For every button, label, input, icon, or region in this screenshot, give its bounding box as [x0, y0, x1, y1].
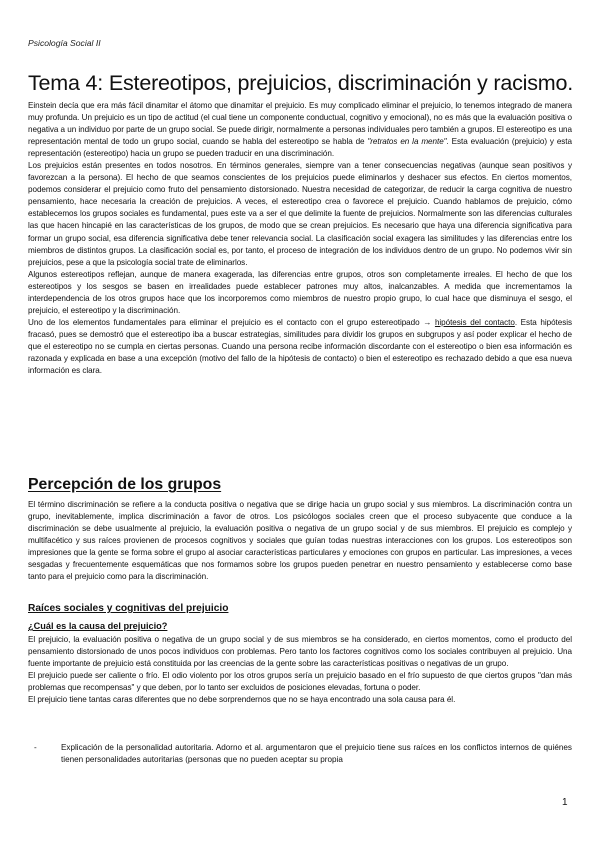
intro-paragraph-4: Uno de los elementos fundamentales para eliminar el prejuicio es el contacto con el grupo estereotipado → hipótesis del contacto. Esta hipótesis fracasó, pues se demostró que el estereotipo iba a buscar estrategias, similitudes para dividir los grupos en subgrupos y así poder explicar el hecho de que el estereotipo no se cumpla en ciertas personas. Cuando una persona recibe información discordante con el estereotipo o bien esa información es razonada y explicada en base a una excepción (motivo del fallo de la hipótesis de contacto) o bien el estereotipo es rechazado debido a que esa nueva información es clara. [28, 317, 572, 376]
section1-paragraph-4: El prejuicio tiene tantas caras diferentes que no debe sorprendernos que no se haya encontrado una sola causa para él. [28, 695, 456, 705]
intro-paragraph-2: Los prejuicios están presentes en todos nosotros. En términos generales, siempre van a tener consecuencias negativas (aunque sean positivos y favorezcan a la persona). El hecho de que seamos conscientes de los prejuicios puede eliminarlos y deshacer sus efectos. En ciertos momentos, podemos considerar el prejuicio como fruto del pensamiento distorsionado. Nuestra necesidad de categorizar, de reducir la carga cognitiva de nuestro pensamiento, hace necesaria la creación de prejuicios. A veces, el estereotipo crea o favorece el prejuicio. Cuando hablamos de prejuicio, cómo establecemos los grupos sociales es fundamental, pues este va a ser el que delimite la fuente de prejuicios. Normalmente son las diferencias culturales las que hacen hincapié en las características de los grupos, de modo que se crean prejuicios. Es necesario que haya una diferencia significativa para formar un grupo social, esa diferencia significativa debe tener relevancia social. La clasificación social exagera las similitudes y las diferencias entre los miembros de distintos grupos. La clasificación social es, por tanto, el proceso de integración de los individuos dentro de un grupo. No podemos vivir sin prejuicios, pese a que la psicología social trate de eliminarlos. [28, 161, 572, 267]
running-header: Psicología Social II [28, 38, 101, 48]
question-heading: ¿Cuál es la causa del prejuicio? [28, 621, 168, 631]
intro-text [28, 100, 572, 377]
section1-paragraph-1: El término discriminación se refiere a la conducta positiva o negativa que se dirige hacia un grupo social y sus miembros. La discriminación contra un grupo, inevitablemente, implica discriminación a favor de otros. Los psicólogos sociales creen que el proceso subyacente que conduce a la discriminación se debe usualmente al prejuicio, la evaluación positiva o negativa de un grupo social y de sus miembros. El prejuicio es complejo y multifacético y sus raíces provienen de procesos cognitivos y sociales que guían todas nuestras interacciones con los grupos. Los estereotipos son impresiones que la gente se forma sobre el grupo al asociar características particulares y emociones con grupos en particular. Las impresiones, a veces sesgadas y frecuentemente esquemáticas que nos formamos sobre los grupos pueden penetrar en nuestro pensamiento y establecerse como base tanto para el prejuicio como para la discriminación. [28, 500, 572, 582]
intro-paragraph-1: Einstein decía que era más fácil dinamitar el átomo que dinamitar el prejuicio. Es muy complicado eliminar el prejuicio, lo tenemos integrado de manera muy profunda. Un prejuicio es un tipo de actitud (el cual tiene un componente conductual, cognitivo y emocional), no es más que la evaluación positiva o negativa a un individuo por parte de un grupo social. Se puede dirigir, normalmente a personas individuales pero también a grupos. El estereotipo es una representación mental de todo un grupo social, cuando se habla del estereotipo se habla de "retratos en la mente". Esta evaluación (prejuicio) y esta representación (estereotipo) hacia un grupo se pueden traducir en una discriminación. [28, 101, 572, 159]
bullet-text: Explicación de la personalidad autoritaria. Adorno et al. argumentaron que el prejuicio tiene sus raíces en los conflictos internos de quiénes tienen personalidades autoritarias (personas que no pueden aceptar su propia [61, 743, 572, 765]
section1-paragraph-3: El prejuicio puede ser caliente o frío. El odio violento por los otros grupos sería un prejuicio basado en el frío supuesto de que ciertos grupos "dan más problemas que recompensas" y que deben, por lo tanto ser excluidos de posiciones elevadas, fortuna o poder. [28, 671, 572, 693]
intro-paragraph-3: Algunos estereotipos reflejan, aunque de manera exagerada, las diferencias entre grupos, otros son completamente irreales. El hecho de que los estereotipos y los sesgos se basen en irrealidades puede establecer patrones muy altos, inalcanzables. A medida que incrementamos la interdependencia de los otros grupos hace que los incorporemos como miembros de nuestro propio grupo, lo cual hace que disminuya el sesgo, el prejuicio, el estereotipo y la discriminación. [28, 269, 572, 315]
section1-body [28, 634, 572, 706]
bullet-dash: - [34, 743, 37, 752]
subsection-heading-roots: Raíces sociales y cognitivas del prejuicio [28, 603, 229, 614]
section-heading-group-perception: Percepción de los grupos [28, 476, 222, 493]
section1-paragraph-2: El prejuicio, la evaluación positiva o negativa de un grupo social y de sus miembros se ha considerado, en ciertos momentos, como el producto del pensamiento distorsionado de unos pocos individuos con problemas. Pero tanto los factores cognitivos como los sociales contribuyen al prejuicio. Una fuente importante de prejuicio está constituida por las creencias de la gente sobre las características positivas o negativas de un grupo. [28, 635, 572, 669]
contact-hypothesis-link[interactable]: hipótesis del contacto [434, 317, 515, 327]
page-number: 1 [562, 797, 568, 808]
intro-quote: "retratos en la mente" [367, 137, 447, 147]
page-title: Tema 4: Estereotipos, prejuicios, discriminación y racismo. [28, 71, 574, 95]
list-item [28, 742, 572, 766]
